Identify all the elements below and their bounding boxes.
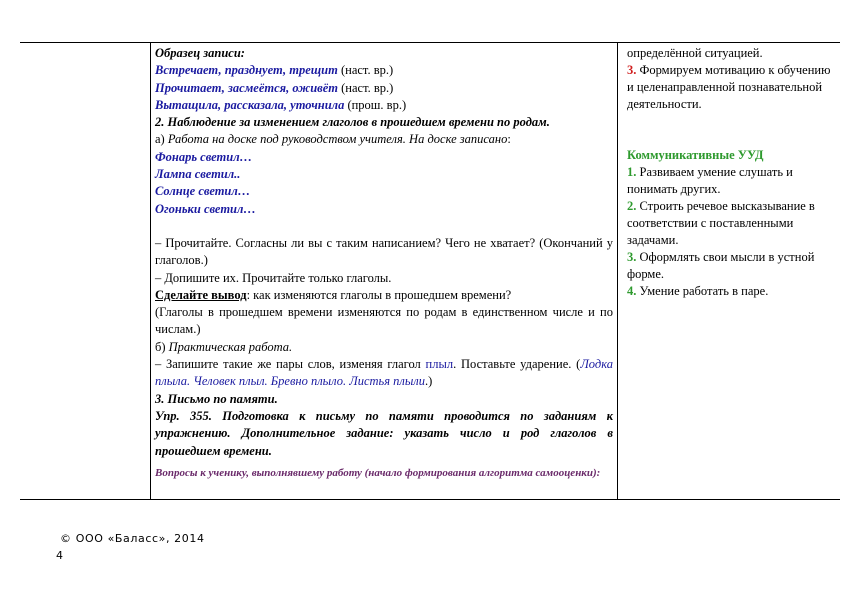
conclusion-answer: (Глаголы в прошедшем времени изменяются по родам в единственном числе и по числам.) — [155, 305, 613, 337]
tense-note: (наст. вр.) — [338, 80, 394, 95]
conclusion-question: : как изменяются глаголы в прошедшем времени? — [246, 287, 512, 302]
list-number: 1. — [627, 165, 637, 179]
sample-line-3: Вытащила, рассказала, уточнила — [155, 97, 345, 112]
board-line-2: Лампа светил.. — [155, 167, 241, 182]
sample-line-2: Прочитает, засмеётся, оживёт — [155, 80, 338, 95]
exercise-paragraph: Упр. 355. Подготовка к письму по памяти проводится по заданиям к упражнению. Дополнительное задание: указать число и род глаголов в прошедшем времени. — [155, 408, 613, 458]
page-number: 4 — [56, 549, 63, 562]
communicative-uud-title: Коммуникативные УУД — [627, 148, 764, 162]
activity-column — [151, 43, 618, 499]
board-work-text: Работа на доске под руководством учителя. На доске записано — [167, 132, 508, 147]
list-number: 3. — [627, 63, 637, 77]
verb-example: плыл — [425, 357, 454, 372]
uud-item: Умение работать в паре. — [636, 284, 769, 298]
board-line-4: Огоньки светил… — [155, 201, 256, 216]
list-number: 4. — [627, 284, 637, 298]
item-b-marker: б) — [155, 339, 169, 354]
uud-continuation: определённой ситуацией. — [627, 46, 763, 60]
item-a-marker: а) — [155, 132, 168, 147]
colon: : — [507, 132, 511, 147]
board-line-3: Солнце светил… — [155, 184, 251, 199]
self-assessment-note: Вопросы к ученику, выполнявшему работу (начало формирования алгоритма самооценки): — [155, 466, 601, 479]
practical-work-label: Практическая работа. — [168, 339, 293, 354]
lesson-table — [20, 42, 840, 500]
board-line-1: Фонарь светил… — [155, 149, 253, 164]
copyright-footer: © ООО «Баласс», 2014 — [60, 532, 205, 545]
uud-item: Развиваем умение слушать и понимать других. — [627, 165, 793, 196]
section-2-heading: 2. Наблюдение за изменением глаголов в прошедшем времени по родам. — [155, 115, 550, 130]
uud-item: Строить речевое высказывание в соответствии с поставленными задачами. — [627, 199, 815, 247]
conclusion-label: Сделайте вывод — [155, 287, 247, 302]
task-text: – Запишите такие же пары слов, изменяя глагол — [155, 357, 426, 372]
uud-item: Формируем мотивацию к обучению и целенаправленной познавательной деятельности. — [627, 63, 831, 111]
instruction-line: – Допишите их. Прочитайте только глаголы. — [155, 270, 392, 285]
uud-column — [619, 43, 840, 499]
question-paragraph: – Прочитайте. Согласны ли вы с таким написанием? Чего не хватает? (Окончаний у глаголов.) — [155, 235, 613, 268]
example-sentences: Лодка плыла. Человек плыл. Бревно плыло. Листья плыли — [155, 357, 613, 389]
stage-column — [20, 43, 151, 499]
list-number: 2. — [627, 199, 637, 213]
tense-note: (прош. вр.) — [344, 97, 407, 112]
task-text-cont: . Поставьте ударение. ( — [453, 357, 581, 372]
section-3-heading: 3. Письмо по памяти. — [155, 391, 278, 406]
list-number: 3. — [627, 250, 637, 264]
uud-item: Оформлять свои мысли в устной форме. — [627, 250, 815, 281]
tense-note: (наст. вр.) — [337, 63, 394, 78]
sample-line-1: Встречает, празднует, трещит — [155, 63, 338, 78]
sample-heading: Образец записи: — [155, 46, 245, 60]
closing-paren: .) — [425, 374, 433, 389]
